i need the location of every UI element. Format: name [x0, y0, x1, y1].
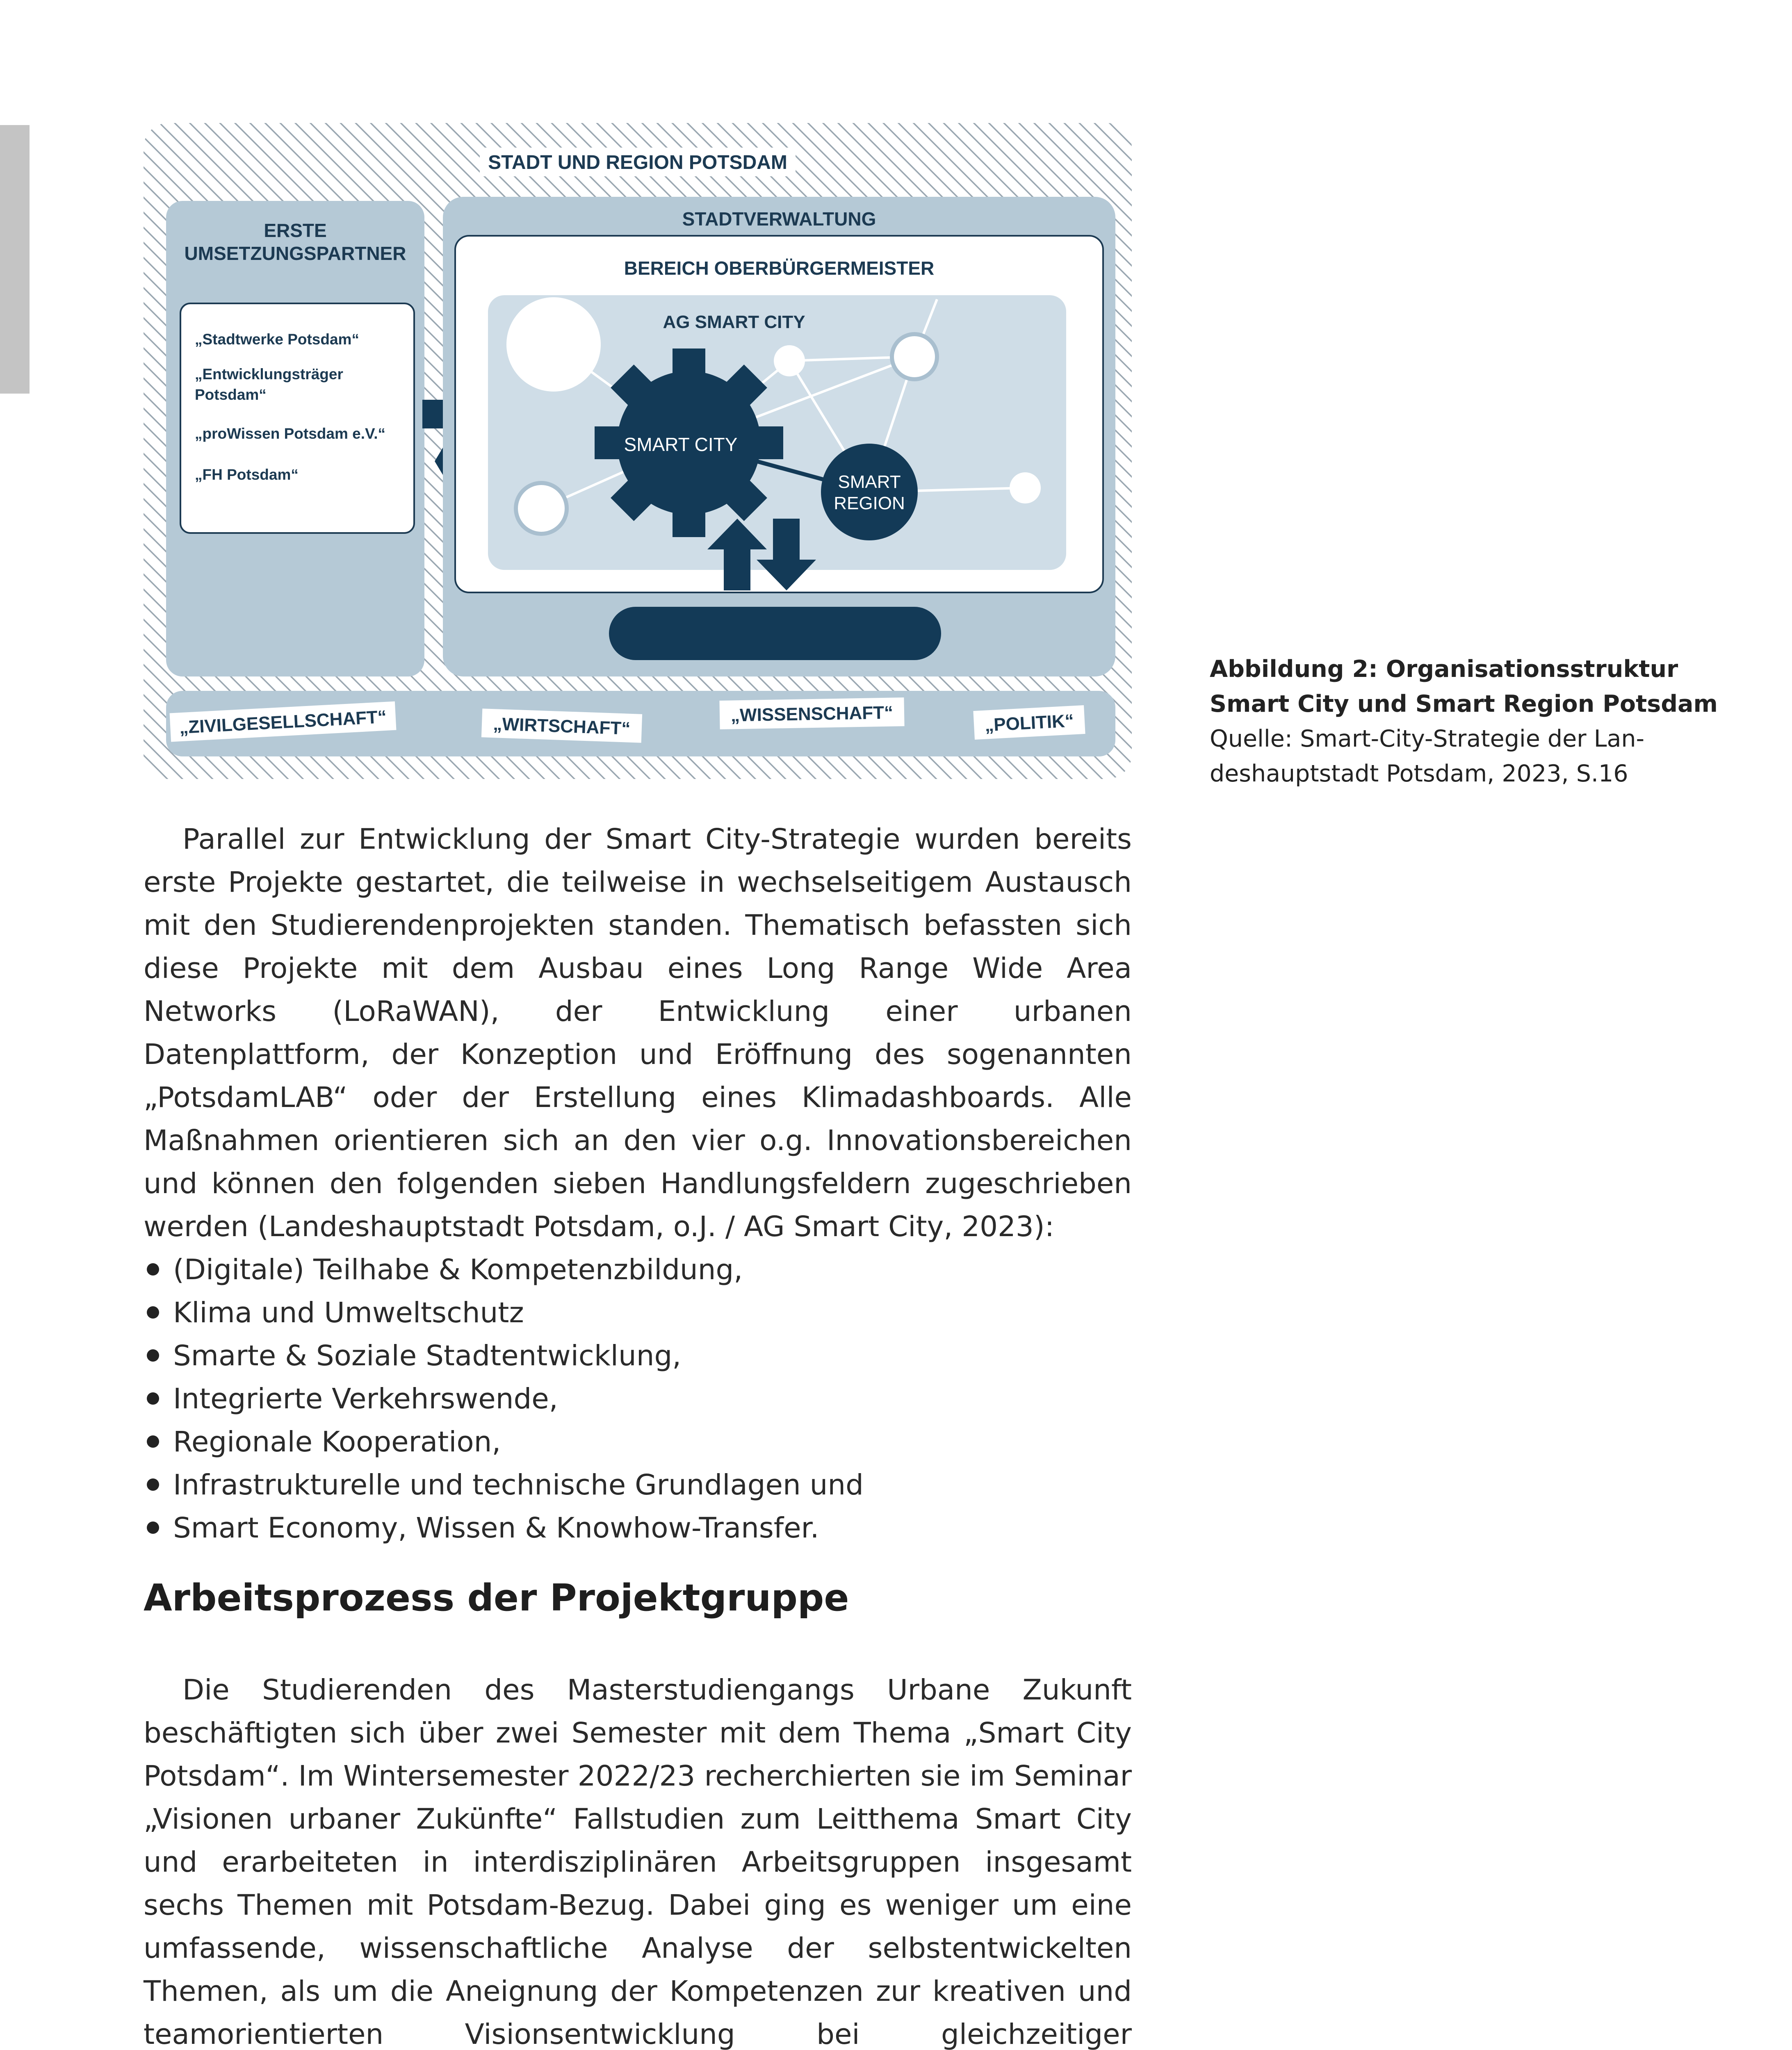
list-item: Infrastrukturelle und technische Grundlagen und: [144, 1464, 1132, 1507]
partner-item: „proWissen Potsdam e.V.“: [195, 425, 386, 442]
list-item: Smarte & Soziale Stadtentwicklung,: [144, 1335, 1132, 1378]
smart-region-label-line2: REGION: [834, 493, 905, 513]
list-item: (Digitale) Teilhabe & Kompetenzbildung,: [144, 1248, 1132, 1292]
side-tab-marker: [0, 125, 30, 394]
bullet-icon: [147, 1392, 159, 1405]
action-fields-list: [144, 1248, 1132, 1550]
base-bar: [609, 607, 941, 660]
bullet-icon: [147, 1349, 159, 1362]
region-title: STADT UND REGION POTSDAM: [488, 152, 787, 173]
svg-text:„WISSENSCHAFT“: „WISSENSCHAFT“: [730, 702, 894, 726]
list-item: Regionale Kooperation,: [144, 1421, 1132, 1464]
figure-caption: [1210, 652, 1743, 791]
smart-region-label-line1: SMART: [838, 472, 901, 492]
bullet-icon: [147, 1306, 159, 1319]
svg-text:„ZIVILGESELLSCHAFT“: „ZIVILGESELLSCHAFT“: [179, 706, 388, 738]
partner-item: „Entwicklungsträger: [195, 366, 343, 383]
smart-region-node: [821, 444, 918, 540]
administration-title: STADTVERWALTUNG: [682, 208, 876, 230]
org-structure-figure: [144, 123, 1132, 779]
list-item: Integrierte Verkehrswende,: [144, 1378, 1132, 1421]
svg-text:„WIRTSCHAFT“: „WIRTSCHAFT“: [492, 714, 631, 739]
caption-title-line2: Smart City und Smart Region Potsdam: [1210, 690, 1718, 718]
section-paragraph: Die Studierenden des Masterstudiengangs Urbane Zukunft beschäftigten sich über zwei Semester mit dem Thema „Smart City Potsdam“. Im Wintersemester 2022/23 recherchierten sie im Seminar „Visionen urbaner Zukünfte“ Fallstudien zum Leitthema Smart City und erarbeiteten in interdisziplinären Arbeitsgruppen insgesamt sechs Themen mit Potsdam-Bezug. Dabei ging es weniger um eine umfassende, wissenschaftliche Analyse der selbstentwickelten Themen, als um die Aneignung der Kompetenzen zur kreativen und teamorientierten Visionsentwicklung bei gleichzeitiger: [144, 1674, 1132, 2050]
intro-paragraph: Parallel zur Entwicklung der Smart City-Strategie wurden bereits erste Projekte gestartet, die teilweise in wechselseitigem Austausch mit den Studierendenprojekten standen. Thematisch befassten sich diese Projekte mit dem Ausbau eines Long Range Wide Area Networks (LoRaWAN), der Entwicklung einer urbanen Datenplattform, der Konzeption und Eröffnung des sogenannten „PotsdamLAB“ oder der Erstellung eines Klimadashboards. Alle Maßnahmen orientieren sich an den vier o.g. Innovationsbereichen und können den folgenden sieben Handlungsfeldern zugeschrieben werden (Landeshauptstadt Potsdam, o.J. / AG Smart City, 2023):: [144, 823, 1132, 1243]
caption-title-line1: Abbildung 2: Organisationsstruktur: [1210, 656, 1678, 683]
caption-source-line2: deshauptstadt Potsdam, 2023, S.16: [1210, 760, 1628, 787]
bullet-icon: [147, 1263, 159, 1276]
stakeholder-tag: [719, 697, 904, 729]
partners-title-line1: ERSTE: [264, 220, 327, 241]
ag-smart-city-title: AG SMART CITY: [663, 312, 805, 332]
bullet-icon: [147, 1522, 159, 1534]
partners-title-line2: UMSETZUNGSPARTNER: [184, 243, 406, 264]
smart-city-label: SMART CITY: [624, 434, 738, 455]
partner-item: „FH Potsdam“: [195, 466, 299, 483]
bullet-icon: [147, 1435, 159, 1448]
section-heading: Arbeitsprozess der Projektgruppe: [144, 1576, 849, 1620]
bullet-icon: [147, 1478, 159, 1491]
stakeholder-tag: [481, 708, 642, 743]
intro-block: [144, 818, 1132, 1550]
mayor-title: BEREICH OBERBÜRGERMEISTER: [624, 257, 935, 279]
list-item: Klima und Umweltschutz: [144, 1292, 1132, 1335]
partner-item: Potsdam“: [195, 386, 267, 403]
section-block: [144, 1669, 1132, 2050]
caption-source-line1: Quelle: Smart-City-Strategie der Lan-: [1210, 725, 1645, 752]
stakeholder-tag: [973, 705, 1085, 740]
svg-text:„POLITIK“: „POLITIK“: [984, 711, 1074, 736]
partner-item: „Stadtwerke Potsdam“: [195, 331, 359, 348]
list-item: Smart Economy, Wissen & Knowhow-Transfer.: [144, 1507, 1132, 1550]
